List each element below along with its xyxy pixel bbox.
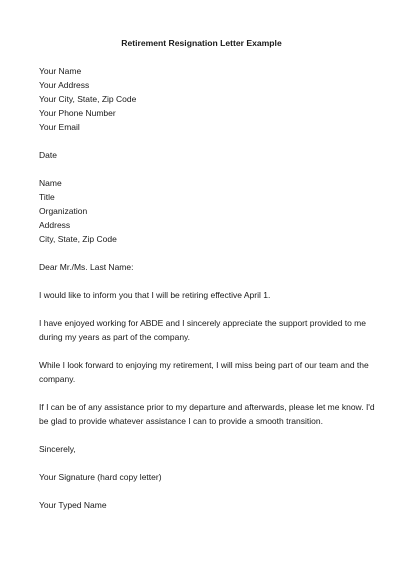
recipient-block: [39, 176, 379, 246]
recipient-name: Name: [39, 178, 62, 188]
paragraph-2: [39, 316, 379, 344]
sender-email: Your Email: [39, 122, 80, 132]
closing-line: [39, 442, 379, 456]
signature: Your Signature (hard copy letter): [39, 472, 162, 482]
sender-block: [39, 64, 379, 134]
recipient-address: Address: [39, 220, 71, 230]
sender-city-state-zip: Your City, State, Zip Code: [39, 94, 137, 104]
paragraph-3: [39, 358, 379, 386]
salutation: Dear Mr./Ms. Last Name:: [39, 262, 134, 272]
signature-line: [39, 470, 379, 484]
paragraph-line: during my years as part of the company.: [39, 332, 191, 342]
closing: Sincerely,: [39, 444, 76, 454]
paragraph-line: If I can be of any assistance prior to my departure and afterwards, please let me know. I'd: [39, 402, 375, 412]
paragraph-4: [39, 400, 379, 428]
typed-name: Your Typed Name: [39, 500, 107, 510]
paragraph-line: I have enjoyed working for ABDE and I sincerely appreciate the support provided to me: [39, 318, 366, 328]
recipient-title: Title: [39, 192, 55, 202]
paragraph-1: [39, 288, 379, 302]
sender-address: Your Address: [39, 80, 90, 90]
sender-name: Your Name: [39, 66, 82, 76]
paragraph-line: company.: [39, 374, 76, 384]
typed-name-line: [39, 498, 379, 512]
paragraph-line: I would like to inform you that I will be retiring effective April 1.: [39, 290, 271, 300]
recipient-city-state-zip: City, State, Zip Code: [39, 234, 117, 244]
date-line: [39, 148, 379, 162]
salutation-line: [39, 260, 379, 274]
paragraph-line: be glad to provide whatever assistance I can to provide a smooth transition.: [39, 416, 323, 426]
paragraph-line: While I look forward to enjoying my retirement, I will miss being part of our team and the: [39, 360, 369, 370]
recipient-organization: Organization: [39, 206, 88, 216]
document-title: Retirement Resignation Letter Example: [121, 38, 282, 48]
sender-phone: Your Phone Number: [39, 108, 116, 118]
date-label: Date: [39, 150, 57, 160]
